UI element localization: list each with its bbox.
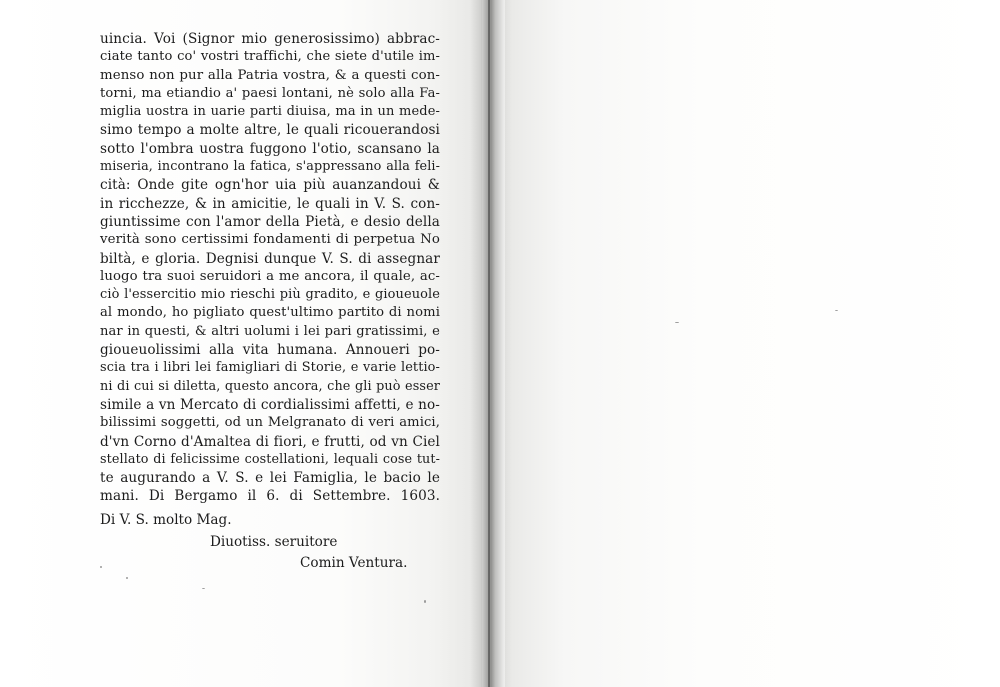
text-line: uincia. Voi (Signor mio generosissimo) abbrac- [100, 31, 440, 47]
text-line: verità sono certissimi fondamenti di perpetua No [100, 232, 440, 248]
left-page [0, 0, 482, 687]
text-line: in ricchezze, & in amicitie, le quali in V. S. con- [100, 195, 440, 212]
ink-speck [835, 310, 838, 311]
text-line: menso non pur alla Patria vostra, & a questi con- [100, 67, 440, 83]
text-line: miglia uostra in uarie parti diuisa, ma in un mede- [100, 104, 440, 120]
text-line: miseria, incontrano la fatica, s'appressano alla feli- [100, 159, 440, 175]
text-line: simo tempo a molte altre, le quali ricouerandosi [100, 122, 440, 139]
text-line: simile a vn Mercato di cordialissimi affetti, e no- [100, 396, 440, 413]
closing-salutation: Di V. S. molto Mag. [100, 512, 232, 528]
ink-speck [424, 600, 426, 603]
text-line: sotto l'ombra uostra fuggono l'otio, scansano la [100, 140, 440, 157]
text-line: te augurando a V. S. e lei Famiglia, le bacio le [100, 470, 440, 487]
text-line: scia tra i libri lei famigliari di Storie, e varie lettio- [100, 360, 440, 376]
text-line: torni, ma etiandio a' paesi lontani, nè solo alla Fa- [100, 85, 440, 101]
text-line: d'vn Corno d'Amaltea di fiori, e frutti, od vn Ciel [100, 433, 440, 450]
date-line: mani. Di Bergamo il 6. di Settembre. 1603. [100, 488, 440, 505]
right-page-blank [505, 0, 1000, 687]
book-spine-line [488, 0, 490, 687]
ink-speck [675, 322, 679, 323]
closing-servant: Diuotiss. seruitore [210, 534, 338, 550]
text-line: gioueuolissimi alla vita humana. Annoueri po- [100, 342, 440, 359]
ink-speck [100, 566, 102, 568]
text-line: biltà, e gloria. Degnisi dunque V. S. di assegnar [100, 250, 440, 267]
text-line: ni di cui si diletta, questo ancora, che gli può esser [100, 378, 440, 394]
text-line: bilissimi soggetti, od un Melgranato di veri amici, [100, 415, 440, 431]
text-line: ciate tanto co' vostri traffichi, che siete d'utile im- [100, 49, 440, 65]
ink-speck [126, 577, 128, 579]
text-line: nar in questi, & altri uolumi i lei pari gratissimi, e [100, 323, 440, 339]
text-line: cità: Onde gite ogn'hor uia più auanzandoui & [100, 177, 440, 194]
signature: Comin Ventura. [300, 555, 408, 571]
text-line: al mondo, ho pigliato quest'ultimo partito di nomi [100, 305, 440, 321]
text-line: stellato di felicissime costellationi, lequali cose tut- [100, 451, 440, 467]
book-gutter-shadow [470, 0, 512, 687]
letter-body [100, 30, 440, 506]
text-line: luogo tra suoi seruidori a me ancora, il quale, ac- [100, 268, 440, 284]
text-line: ciò l'essercitio mio rieschi più gradito, e gioueuole [100, 287, 440, 303]
text-line: giuntissime con l'amor della Pietà, e desio della [100, 213, 440, 230]
ink-speck [202, 588, 205, 589]
